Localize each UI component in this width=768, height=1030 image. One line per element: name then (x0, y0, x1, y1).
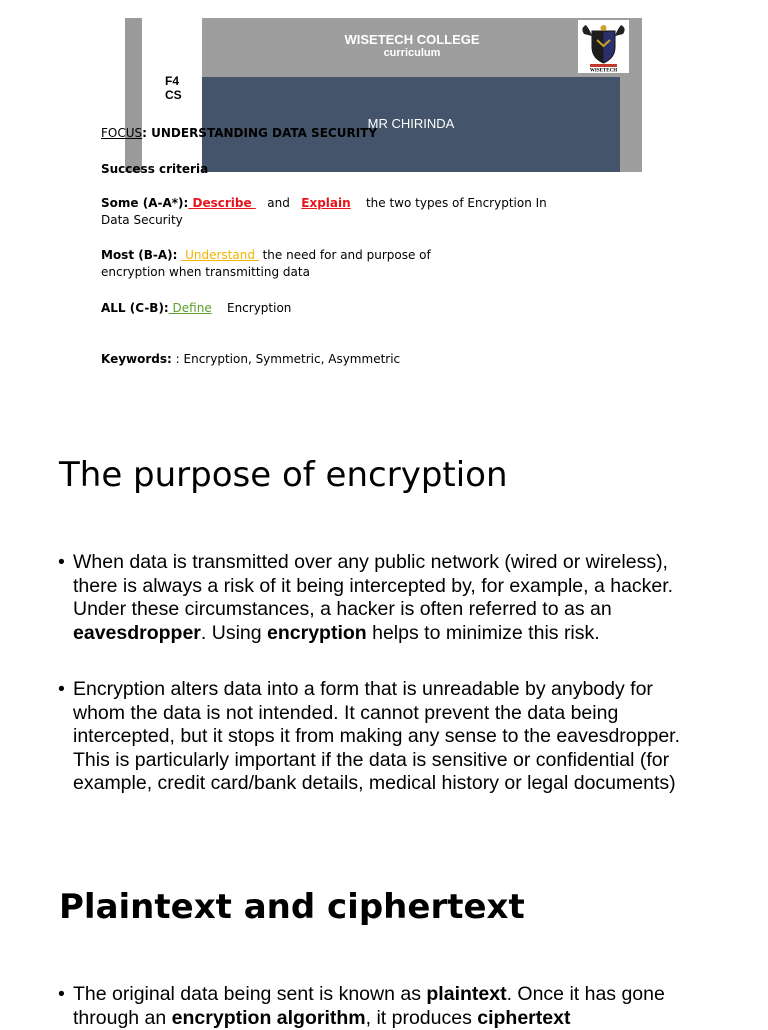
bullet-text: When data is transmitted over any public network (wired or wireless), there is always a risk of it being intercepted by, for example, a hacker. Under these circumstances, a hacker is often referred to as an (73, 551, 674, 620)
success-criteria-heading: Success criteria (101, 162, 209, 176)
bullet-encryption-alters (58, 678, 708, 796)
slide-title-purpose: The purpose of encryption (59, 455, 508, 495)
college-logo (578, 20, 629, 73)
svg-text:WISETECH: WISETECH (589, 68, 618, 73)
criteria-most (101, 247, 441, 281)
header-left-stripe (125, 18, 142, 172)
bullet-text: The original data being sent is known as (73, 983, 427, 1005)
term-plaintext: plaintext (426, 983, 507, 1005)
term-encryption-algorithm: encryption algorithm (171, 1006, 366, 1029)
bullet-plaintext (58, 983, 708, 1030)
curriculum-label: curriculum (383, 47, 441, 59)
bullet-text: . Once it has gone through an (73, 983, 665, 1029)
some-and: and (267, 196, 290, 210)
some-verb-describe: Describe (188, 196, 256, 210)
teacher-name: MR CHIRINDA (367, 116, 455, 131)
some-verb-explain: Explain (301, 196, 351, 210)
subject-code: CS (165, 88, 182, 102)
crest-icon (578, 20, 629, 73)
college-name: WISETECH COLLEGE (344, 32, 480, 47)
all-label: ALL (C-B): (101, 301, 169, 315)
term-ciphertext: ciphertext (477, 1006, 571, 1029)
term-eavesdropper: eavesdropper (73, 621, 201, 644)
lesson-focus (101, 125, 377, 142)
most-label: Most (B-A): (101, 248, 178, 262)
some-label: Some (A-A*): (101, 196, 189, 210)
keywords-label: Keywords: (101, 352, 172, 366)
bullet-icon: • (58, 983, 65, 1005)
keywords (101, 351, 400, 368)
term-encryption: encryption (267, 621, 367, 644)
header-right-strip (620, 77, 642, 172)
most-verb-understand: Understand (181, 248, 259, 262)
bullet-text: Encryption alters data into a form that is unreadable by anybody for whom the data is not intended. It cannot prevent the data being intercepted, but it stops it from making any sense to the eavesdropper. This is particularly important if the data is sensitive or confidential (for example, credit card/bank details, medical history or legal documents) (73, 678, 681, 794)
slide-title-plaintext: Plaintext and ciphertext (59, 887, 525, 927)
most-rest: the need for and purpose of encryption when transmitting data (101, 248, 431, 279)
form-level: F4 (165, 74, 180, 88)
bullet-text: . Using (200, 621, 268, 644)
bullet-eavesdropper (58, 551, 708, 645)
bullet-icon: • (58, 551, 65, 573)
all-rest: Encryption (226, 301, 292, 315)
keywords-list: : Encryption, Symmetric, Asymmetric (175, 352, 401, 366)
bullet-icon: • (58, 678, 65, 700)
focus-label: FOCUS (101, 126, 143, 140)
some-rest: the two types of Encryption In Data Security (101, 196, 547, 227)
bullet-text: helps to minimize this risk. (366, 621, 600, 644)
bullet-text: , it produces (365, 1006, 478, 1029)
all-verb-define: Define (168, 301, 212, 315)
focus-topic: : UNDERSTANDING DATA SECURITY (142, 126, 378, 140)
criteria-some (101, 195, 571, 229)
criteria-all (101, 300, 291, 317)
